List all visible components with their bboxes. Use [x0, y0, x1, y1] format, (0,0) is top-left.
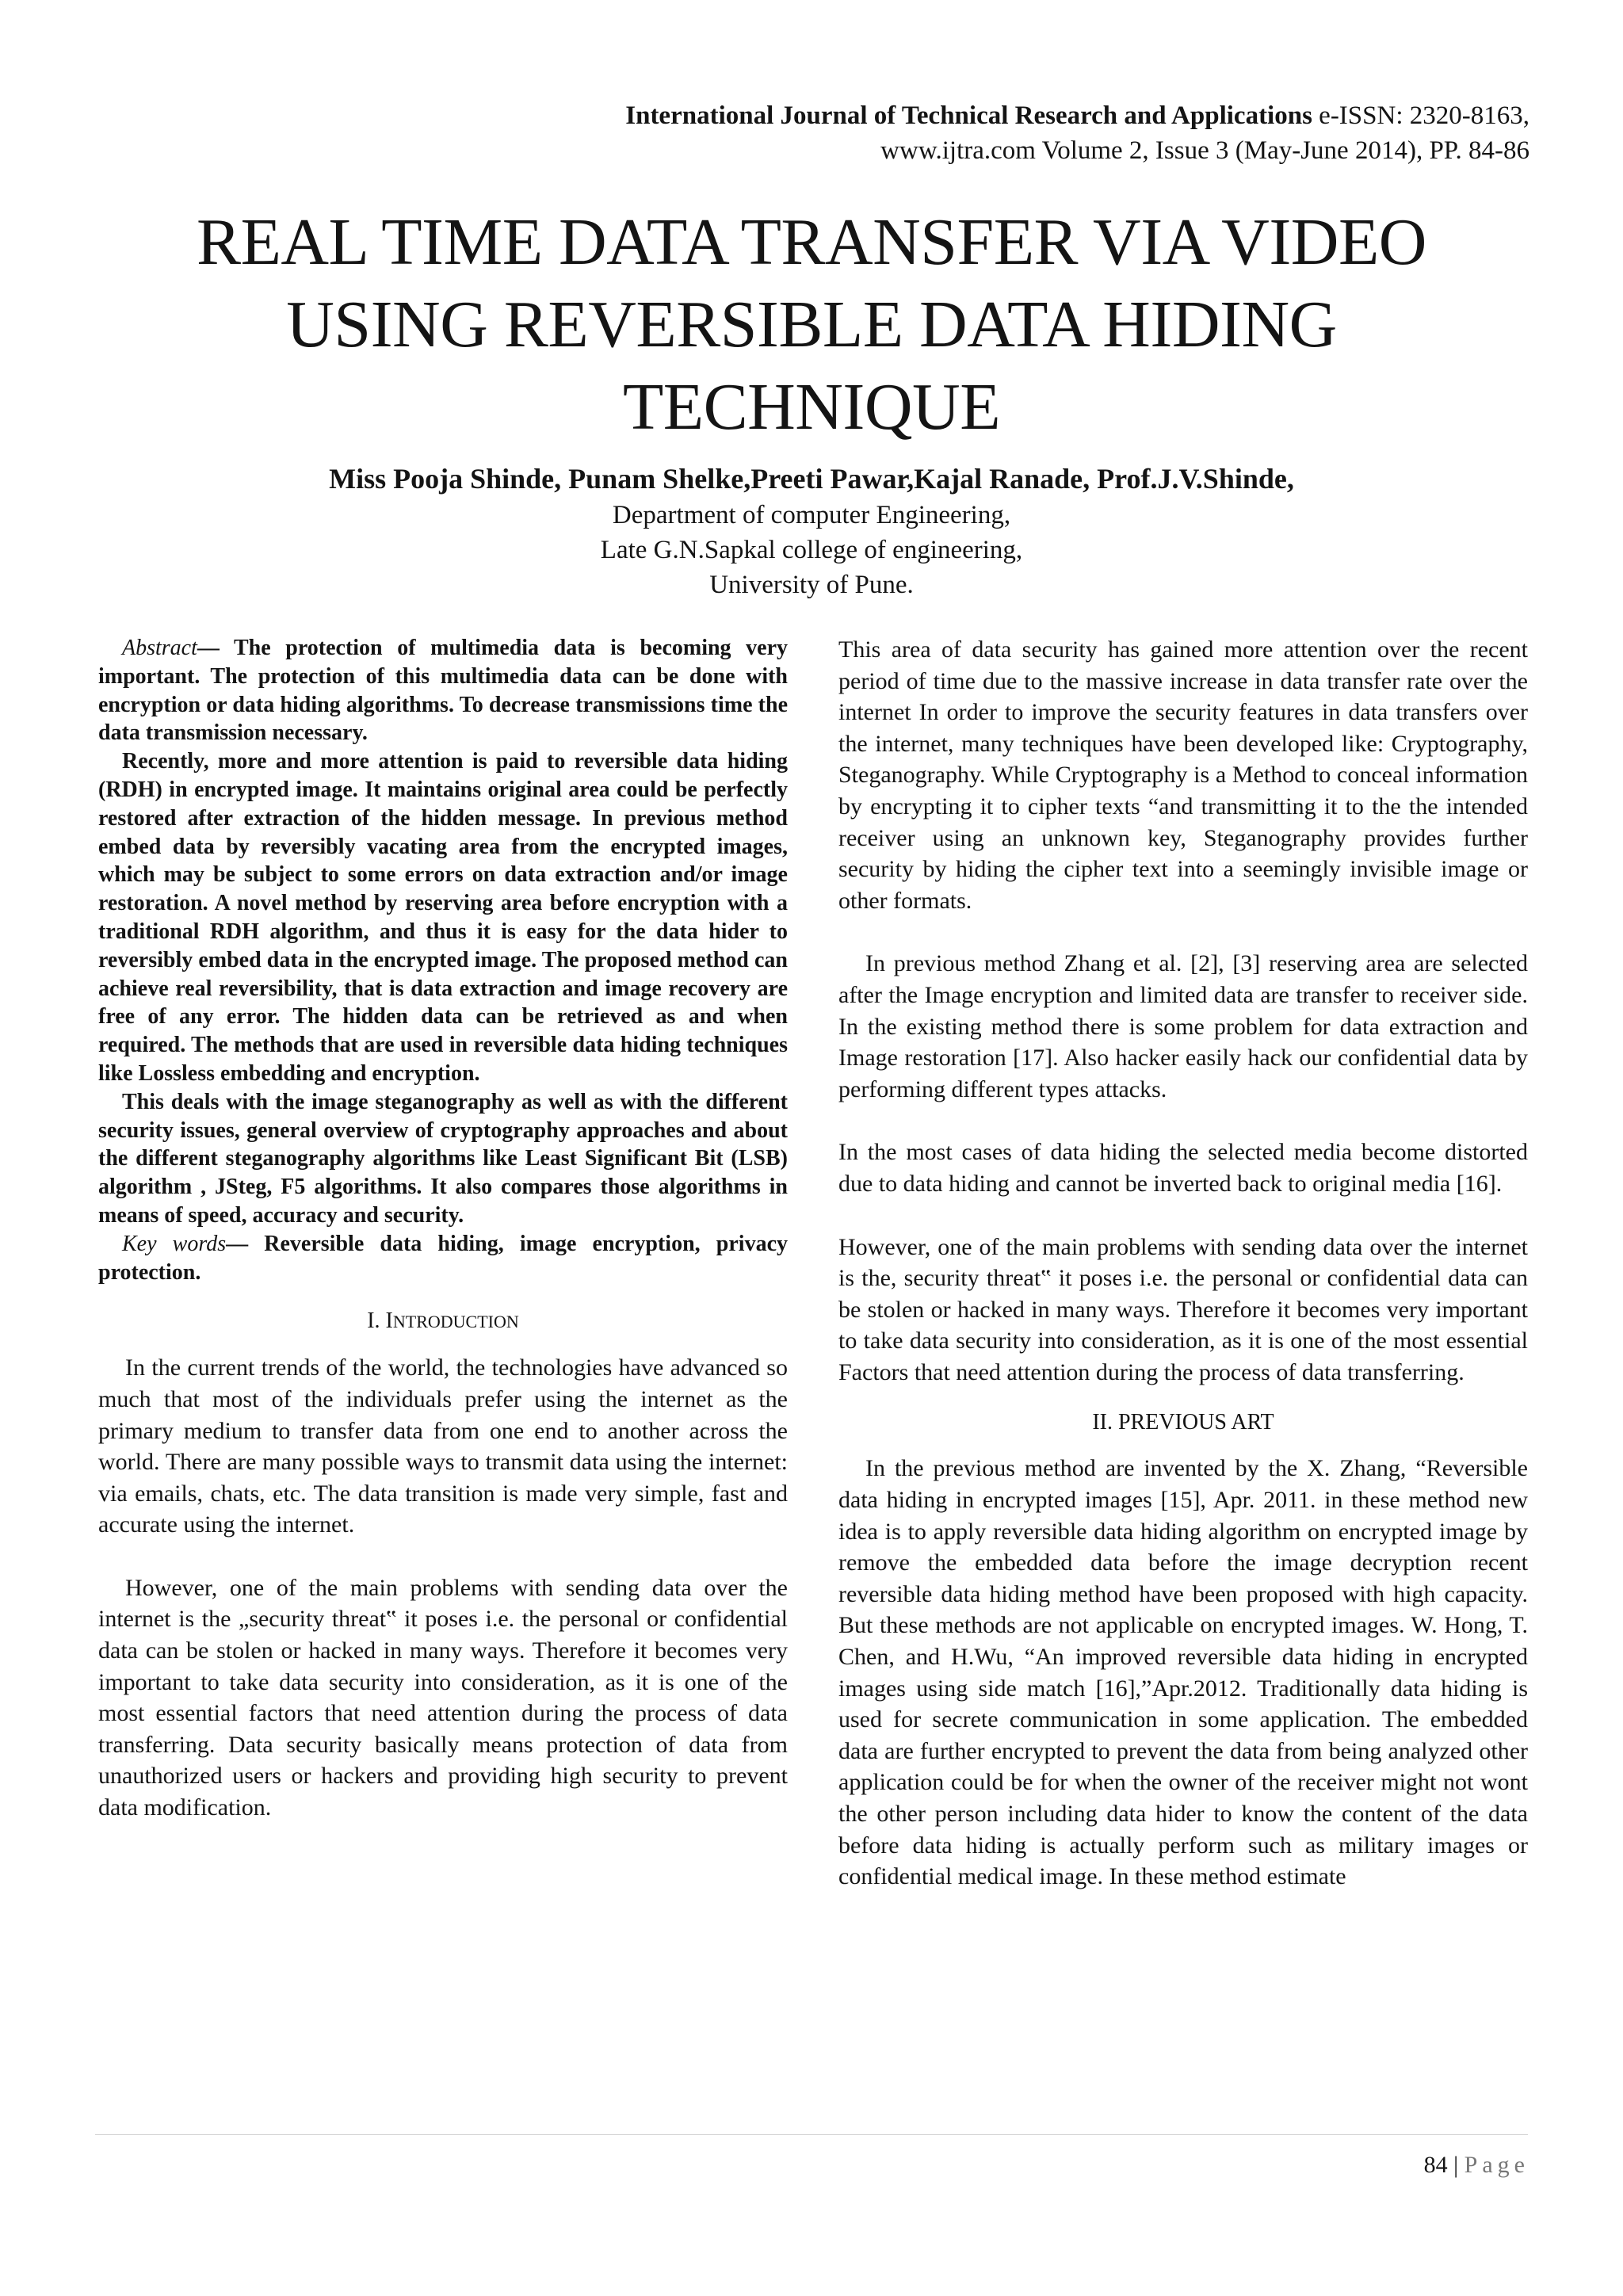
paper-title: REAL TIME DATA TRANSFER VIA VIDEO USING REVERSIBLE DATA HIDING TECHNIQUE	[197, 205, 1426, 444]
affiliation-line-university: University of Pune.	[709, 571, 914, 599]
section-number-1: I. I	[367, 1308, 393, 1334]
journal-header	[341, 98, 1529, 168]
intro-paragraph-1: In the current trends of the world, the technologies have advanced so much that most of the individuals prefer using the internet as the primary medium to transfer data from one end to another across the world. There are many possible ways to transmit data using the internet: via emails, chats, etc. The data transition is made very simple, fast and accurate using the internet.	[98, 1354, 788, 1538]
intro-paragraph-2: However, one of the main problems with sending data over the internet is the „security threat‟ it poses i.e. the personal or confidential data can be stolen or hacked in many ways. Therefore it becomes very important to take data security into consideration, as it is one of the most essential factors that need attention during the process of data transferring. Data security basically means protection of data from unauthorized users or hackers and providing high security to prevent data modification.	[98, 1574, 788, 1821]
keywords-text: Reversible data hiding, image encryption, privacy protection.	[98, 1231, 789, 1285]
abstract-paragraph-2: Recently, more and more attention is paid to reversible data hiding (RDH) in encrypted image. It maintains original area could be perfectly restored after extraction of the hidden message. In previous method embed data by reversibly vacating area from the encrypted images, which may be subject to some errors on data extraction and/or image restoration. A novel method by reserving area before encryption with a traditional RDH algorithm, and thus it is easy for the data hider to reversibly embed data in the encrypted image. The proposed method can achieve real reversibility, that is data extraction and image recovery are free of any error. The hidden data can be retrieved as and when required. The methods that are used in reversible data hiding techniques like Lossless embedding and encryption.	[98, 749, 788, 1086]
abstract-paragraph-3: This deals with the image steganography as well as with the different security issues, general overview of cryptography approaches and about the different steganography algorithms like Least Significant Bit (LSB) algorithm , JSteg, F5 algorithms. It also compares those algorithms in means of speed, accuracy and security.	[98, 1089, 788, 1228]
right-column	[838, 634, 1528, 1893]
affiliation-line-college: Late G.N.Sapkal college of engineering,	[600, 536, 1023, 564]
keywords-label: Key words	[122, 1231, 227, 1256]
footer-divider	[95, 2134, 1528, 2135]
page-number: 84	[1423, 2152, 1448, 2178]
affiliation-line-department: Department of computer Engineering,	[612, 501, 1011, 529]
page-label: Page	[1464, 2152, 1529, 2178]
section-heading-introduction	[98, 1305, 788, 1338]
section-title-rest-1: NTRODUCTION	[392, 1312, 519, 1332]
affiliation	[127, 498, 1496, 602]
right-paragraph-4: However, one of the main problems with sending data over the internet is the, security threat‟ it poses i.e. the personal or confidential data can be stolen or hacked in many ways. Therefore it becomes very important to take data security into consideration, as it is one of the most essential Factors that need attention during the process of data transferring.	[838, 1233, 1528, 1385]
paper-authors: Miss Pooja Shinde, Punam Shelke,Preeti Pawar,Kajal Ranade, Prof.J.V.Shinde,	[329, 463, 1294, 495]
journal-volume: www.ijtra.com Volume 2, Issue 3 (May-June 2014), PP. 84-86	[880, 136, 1529, 165]
page-footer	[1424, 2149, 1529, 2181]
journal-name: International Journal of Technical Research and Applications	[625, 101, 1312, 130]
right-paragraph-3: In the most cases of data hiding the selected media become distorted due to data hiding and cannot be inverted back to original media [16].	[838, 1139, 1528, 1197]
abstract-label: Abstract	[122, 636, 197, 660]
left-column	[98, 634, 788, 1824]
abstract-text-1: The protection of multimedia data is becoming very important. The protection of this multimedia data can be done with encryption or data hiding algorithms. To decrease transmissions time the data transmission necessary.	[98, 636, 789, 746]
journal-line-1	[341, 98, 1529, 133]
section-heading-previous-art: II. PREVIOUS ART	[1092, 1410, 1274, 1435]
abstract-paragraph-1	[98, 634, 788, 747]
right-paragraph-1: This area of data security has gained more attention over the recent period of time due to the massive increase in data transfer rate over the internet In order to improve the security features in data transfers over the internet, many techniques have been developed like: Cryptography, Steganography. While Cryptography is a Method to conceal information by encrypting it to cipher texts “and transmitting it to the the intended receiver using an unknown key, Steganography provides further security by hiding the cipher text into a seemingly invisible image or other formats.	[838, 636, 1528, 914]
journal-issn: e-ISSN: 2320-8163,	[1319, 101, 1529, 130]
previous-art-paragraph: In the previous method are invented by the X. Zhang, “Reversible data hiding in encrypted images [15], Apr. 2011. in these method new idea is to apply reversible data hiding algorithm on encrypted image by remove the embedded data before the image decryption recent reversible data hiding method have been proposed with high capacity. But these methods are not applicable on encrypted images. W. Hong, T. Chen, and H.Wu, “An improved reversible data hiding in encrypted images using side match [16],”Apr.2012. Traditionally data hiding is used for secrete communication in some application. The embedded data are further encrypted to prevent the data from being analyzed other application could be for when the owner of the receiver might not wont the other person including data hider to know the content of the data before data hiding is actually perform such as military images or confidential medical image. In these method estimate	[838, 1455, 1528, 1890]
abstract-dash: —	[197, 636, 220, 660]
right-paragraph-2: In previous method Zhang et al. [2], [3] reserving area are selected after the Image encryption and limited data are transfer to receiver side. In the existing method there is some problem for data extraction and Image restoration [17]. Also hacker easily hack our confidential data by performing different types attacks.	[838, 950, 1528, 1102]
keywords-paragraph	[98, 1230, 788, 1287]
keywords-dash: —	[226, 1231, 249, 1256]
page-separator: |	[1447, 2152, 1465, 2178]
